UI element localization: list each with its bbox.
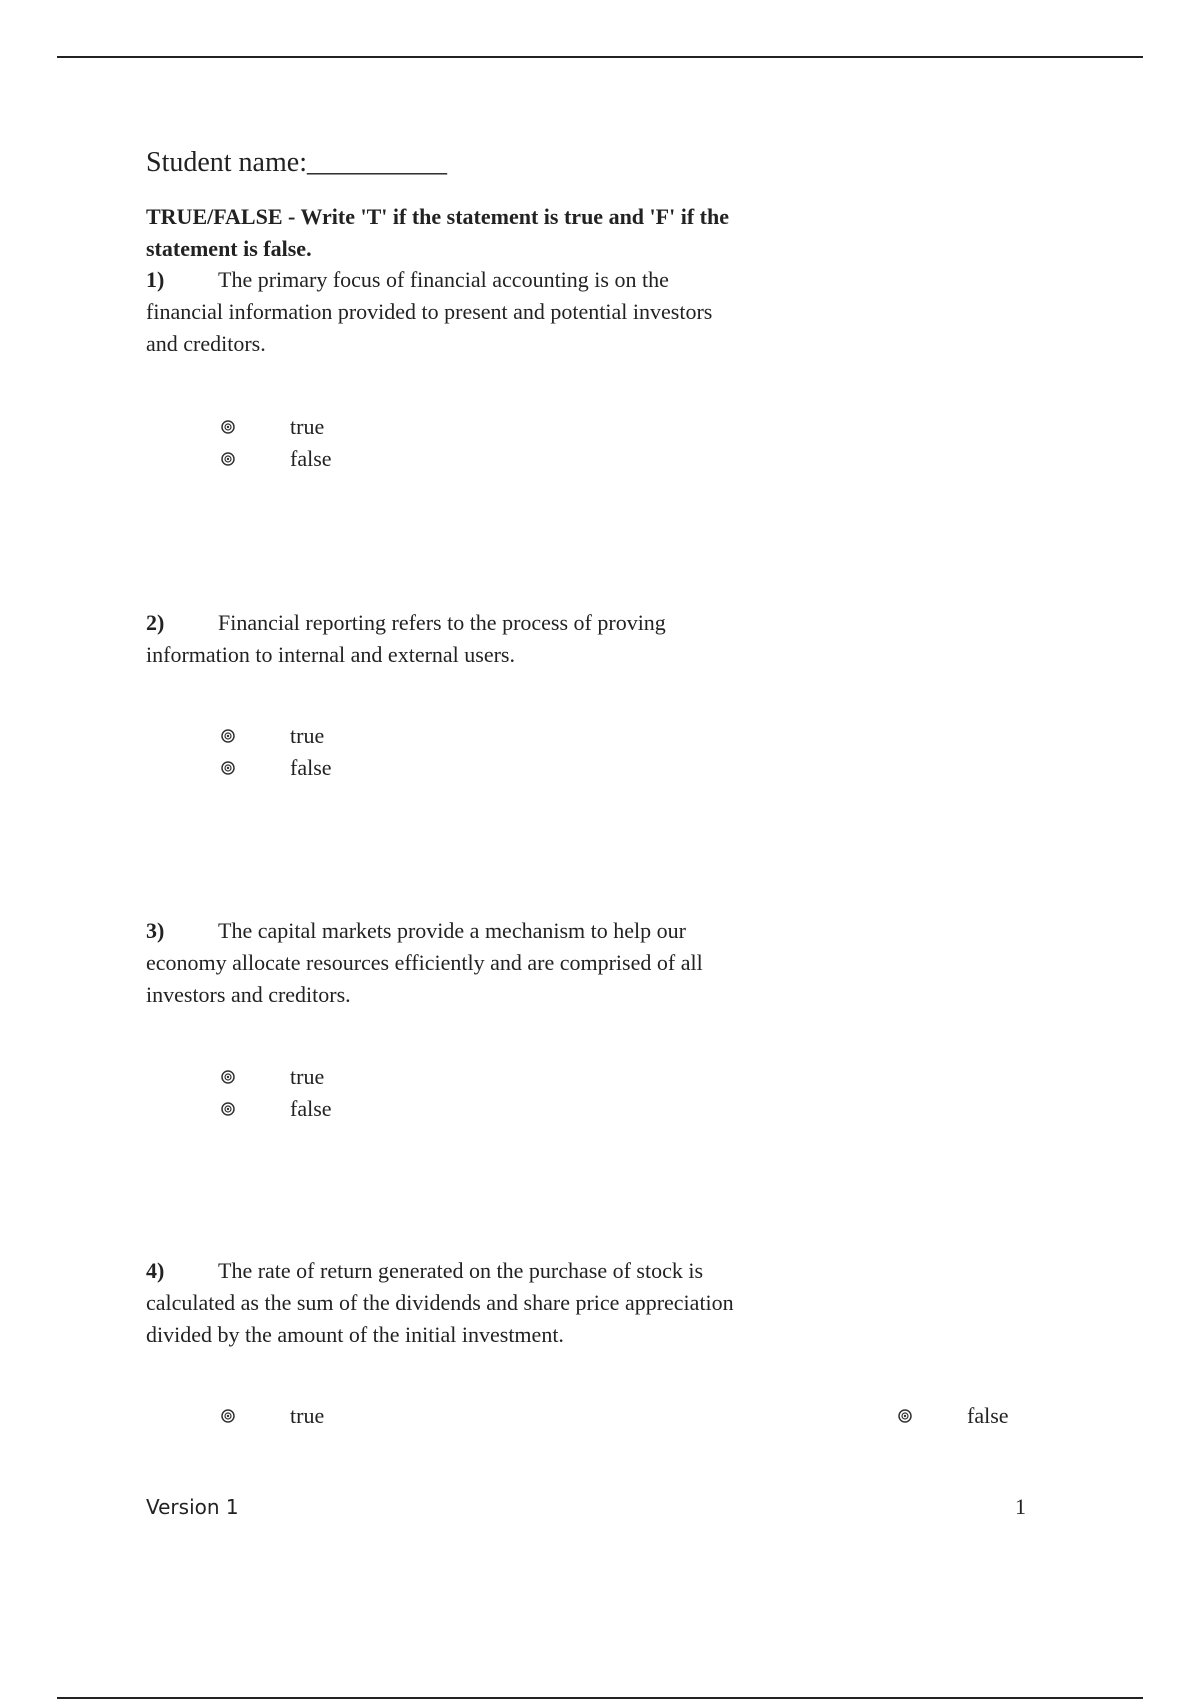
question-3	[146, 915, 746, 1011]
option-label: false	[290, 1096, 332, 1121]
radio-icon[interactable]	[221, 1070, 235, 1084]
radio-icon[interactable]	[221, 1409, 235, 1423]
question-text: The rate of return generated on the purchase of stock is calculated as the sum of the dividends and share price appreciation divided by the amount of the initial investment.	[146, 1258, 734, 1347]
option-label: false	[967, 1403, 1009, 1428]
radio-icon[interactable]	[221, 452, 235, 466]
instructions: TRUE/FALSE - Write 'T' if the statement is true and 'F' if the statement is false.	[146, 204, 729, 261]
question-4	[146, 1255, 746, 1351]
bottom-rule	[57, 1697, 1143, 1699]
question-text: The primary focus of financial accounting is on the financial information provided to present and potential investors and creditors.	[146, 267, 713, 356]
option-label: true	[290, 1403, 325, 1428]
page-number: 1	[1015, 1494, 1026, 1519]
radio-icon[interactable]	[898, 1409, 912, 1423]
question-number: 1)	[146, 267, 165, 292]
top-rule	[57, 56, 1143, 58]
radio-icon[interactable]	[221, 1102, 235, 1116]
question-2	[146, 607, 746, 671]
radio-icon[interactable]	[221, 761, 235, 775]
option-label: false	[290, 755, 332, 780]
question-1	[146, 264, 746, 360]
question-text: The capital markets provide a mechanism to help our economy allocate resources efficiently and are comprised of all investors and creditors.	[146, 918, 703, 1007]
question-number: 2)	[146, 610, 165, 635]
question-number: 3)	[146, 918, 165, 943]
question-text: Financial reporting refers to the process of proving information to internal and external users.	[146, 610, 666, 667]
option-label: true	[290, 414, 325, 439]
footer-version: Version 1	[146, 1495, 239, 1519]
radio-icon[interactable]	[221, 420, 235, 434]
student-name-field[interactable]: Student name:__________	[146, 147, 447, 178]
radio-icon[interactable]	[221, 729, 235, 743]
option-label: true	[290, 1064, 325, 1089]
question-number: 4)	[146, 1258, 165, 1283]
option-label: false	[290, 446, 332, 471]
option-label: true	[290, 723, 325, 748]
